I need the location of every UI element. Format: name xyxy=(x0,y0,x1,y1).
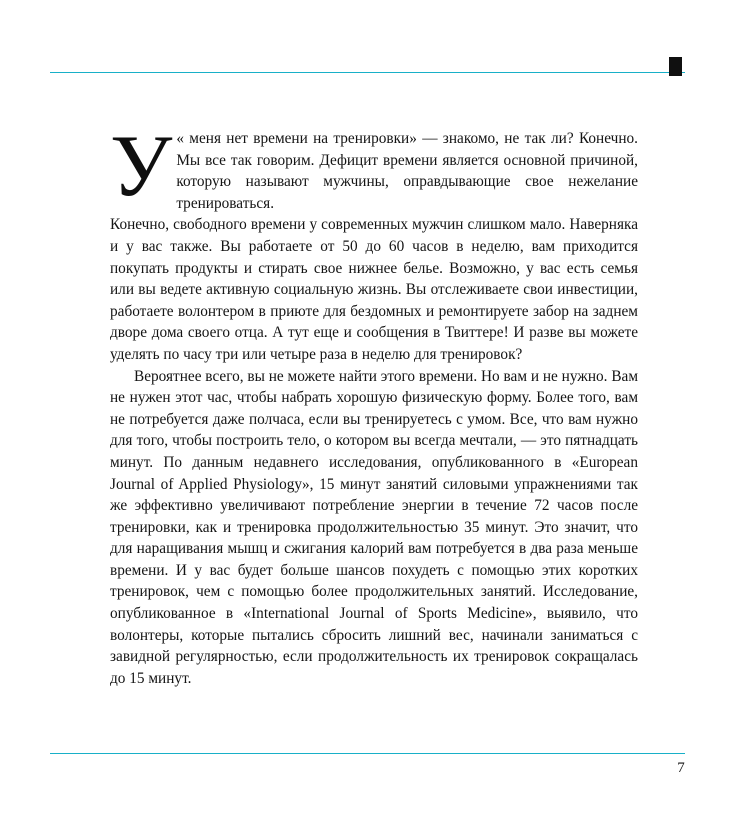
footer-rule xyxy=(50,753,685,754)
corner-mark-decoration xyxy=(669,57,682,76)
drop-cap-letter: У xyxy=(110,118,173,215)
paragraph: « меня нет времени на тренировки» — знакомо, не так ли? Конечно. Мы все так говорим. Дефицит времени является основной причиной, которую называют мужчины, оправдывающие свое нежелание тренироваться. xyxy=(176,130,638,212)
first-paragraph-wrapper xyxy=(110,118,638,215)
paragraph: Конечно, свободного времени у современных мужчин слишком мало. Наверняка и у вас также. Вы работаете от 50 до 60 часов в неделю, вам приходится покупать продукты и стирать свое нижнее белье. Возможно, у вас есть семья или вы ведете активную социальную жизнь. Вы отслеживаете свои инвестиции, работаете волонтером в приюте для бездомных и ремонтируете забор на заднем дворе дома своего отца. А тут еще и сообщения в Твиттере! И разве вы можете уделять по часу три или четыре раза в неделю для тренировок? xyxy=(110,216,638,363)
paragraph: Вероятнее всего, вы не можете найти этого времени. Но вам и не нужно. Вам не нужен этот час, чтобы набрать хорошую физическую форму. Более того, вам не потребуется даже полчаса, если вы тренируетесь с умом. Все, что вам нужно для того, чтобы построить тело, о котором вы всегда мечтали, — это пятнадцать минут. По данным недавнего исследования, опубликованного в «European Journal of Applied Physiology», 15 минут занятий силовыми упражнениями так же эффективно увеличивают потребление энергии в течение 72 часов после тренировки, как и тренировка продолжительностью 35 минут. Это значит, что для наращивания мышц и сжигания калорий вам потребуется в два раза меньше времени. И у вас будет больше шансов похудеть с помощью этих коротких тренировок, чем с помощью более продолжительных занятий. Исследование, опубликованное в «International Journal of Sports Medicine», выявило, что волонтеры, которые пытались сбросить лишний вес, начинали заниматься с завидной регулярностью, если продолжительность их тренировок сокращалась до 15 минут. xyxy=(110,367,638,687)
header-rule xyxy=(50,72,685,73)
page-number: 7 xyxy=(677,760,685,776)
body-text-block xyxy=(110,118,638,689)
